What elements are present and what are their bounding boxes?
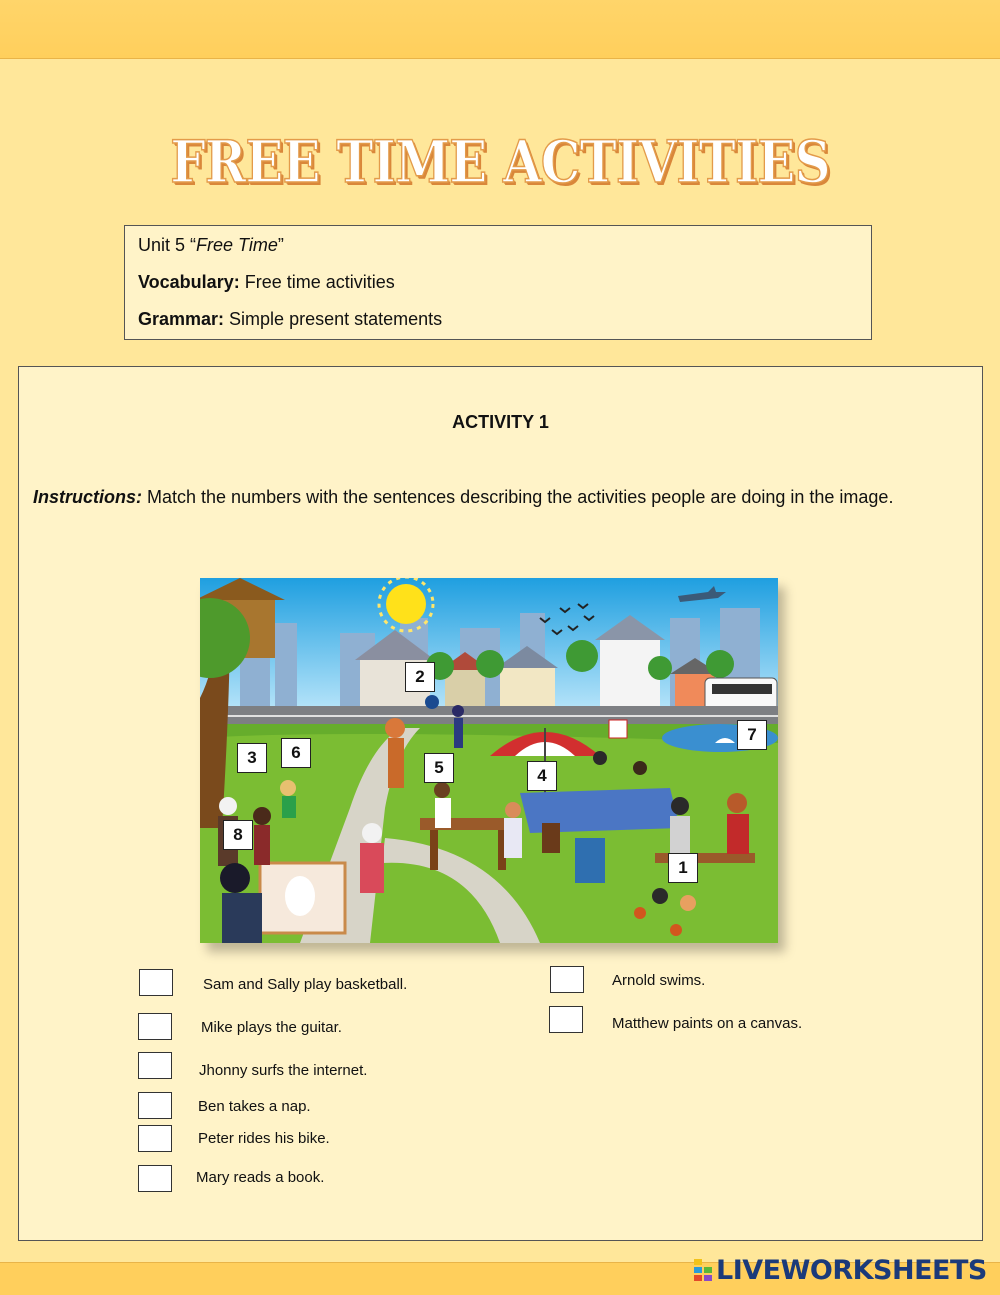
sentence-guitar: Mike plays the guitar. bbox=[201, 1019, 342, 1036]
image-number-2: 2 bbox=[405, 662, 435, 692]
image-number-8: 8 bbox=[223, 820, 253, 850]
image-number-7: 7 bbox=[737, 720, 767, 750]
vocabulary-line bbox=[138, 272, 395, 293]
sentence-swims: Arnold swims. bbox=[612, 972, 706, 989]
logo-text: LIVEWORKSHEETS bbox=[716, 1254, 987, 1286]
activity-panel bbox=[18, 366, 983, 1241]
sentence-bike: Peter rides his bike. bbox=[198, 1130, 330, 1147]
sentence-book: Mary reads a book. bbox=[196, 1169, 325, 1186]
instructions-label: Instructions: bbox=[33, 487, 143, 507]
sentence-paints: Matthew paints on a canvas. bbox=[612, 1015, 803, 1032]
vocabulary-label: Vocabulary: bbox=[138, 272, 240, 292]
unit-info-box bbox=[124, 225, 872, 340]
park-scene-illustration bbox=[200, 578, 778, 943]
answer-box-guitar[interactable] bbox=[138, 1013, 172, 1040]
image-number-4: 4 bbox=[527, 761, 557, 791]
image-number-6: 6 bbox=[281, 738, 311, 768]
page-title: FREE TIME ACTIVITIES bbox=[170, 128, 830, 196]
answer-box-paints[interactable] bbox=[549, 1006, 583, 1033]
sentence-basketball: Sam and Sally play basketball. bbox=[203, 976, 408, 993]
top-bar bbox=[0, 0, 1000, 59]
activity-title: ACTIVITY 1 bbox=[452, 412, 549, 432]
vocabulary-value: Free time activities bbox=[239, 272, 395, 292]
unit-title: Free Time bbox=[196, 235, 278, 255]
sentence-internet: Jhonny surfs the internet. bbox=[199, 1062, 368, 1079]
grammar-value: Simple present statements bbox=[224, 309, 443, 329]
grammar-label: Grammar: bbox=[138, 309, 225, 329]
answer-box-swims[interactable] bbox=[550, 966, 584, 993]
unit-suffix: ” bbox=[277, 235, 284, 255]
image-number-3: 3 bbox=[237, 743, 267, 773]
grammar-line bbox=[138, 309, 442, 330]
instructions-text: Match the numbers with the sentences describing the activities people are doing in the image. bbox=[142, 487, 894, 507]
answer-box-internet[interactable] bbox=[138, 1052, 172, 1079]
unit-line bbox=[138, 235, 284, 256]
image-number-1: 1 bbox=[668, 853, 698, 883]
image-number-5: 5 bbox=[424, 753, 454, 783]
logo-cubes-icon bbox=[692, 1257, 714, 1283]
answer-box-book[interactable] bbox=[138, 1165, 172, 1192]
answer-box-nap[interactable] bbox=[138, 1092, 172, 1119]
sentence-nap: Ben takes a nap. bbox=[198, 1098, 311, 1115]
unit-prefix: Unit 5 “ bbox=[138, 235, 197, 255]
answer-box-basketball[interactable] bbox=[139, 969, 173, 996]
instructions bbox=[33, 487, 893, 508]
answer-box-bike[interactable] bbox=[138, 1125, 172, 1152]
liveworksheets-logo[interactable] bbox=[692, 1254, 987, 1286]
